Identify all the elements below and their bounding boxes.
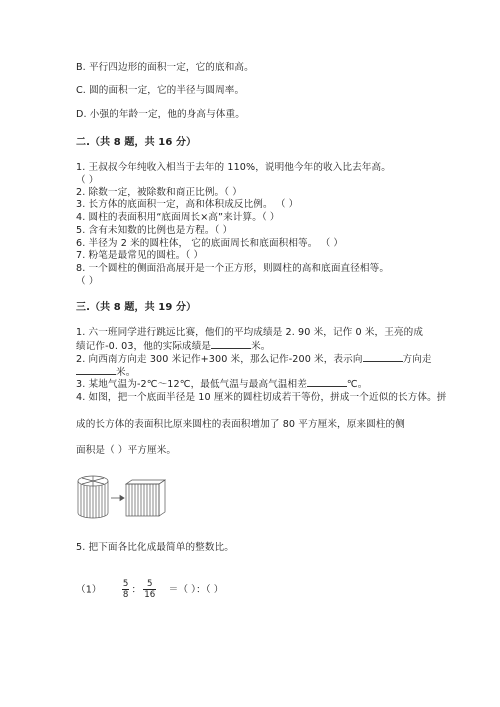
- ratio-colon: ：: [131, 584, 142, 596]
- option-c: C. 圆的面积一定，它的半径与圆周率。: [76, 85, 245, 96]
- arrow-right-icon: [111, 496, 124, 501]
- ratio-label: （1）: [76, 584, 102, 596]
- s3-q3-unit: ℃。: [346, 379, 368, 390]
- answer-blank[interactable]: [76, 365, 116, 375]
- option-d: D. 小强的年龄一定，他的身高与体重。: [76, 109, 245, 120]
- section-2-heading: 二.（共 8 题，共 16 分）: [76, 137, 197, 148]
- s3-question-5: 5. 把下面各比化成最简单的整数比。: [76, 542, 234, 553]
- s3-q1-text: 绩记作-0. 03，他的实际成绩是: [76, 341, 212, 352]
- fraction-denominator: 16: [144, 590, 156, 600]
- cuboid-icon: [126, 480, 165, 516]
- s2-question-1-answer: （ ）: [76, 175, 99, 186]
- s3-q2-text: 2. 向西南方向走 300 米记作+300 米，那么记作-200 米，表示向: [76, 354, 363, 365]
- s2-question-1: 1. 王叔叔今年纯收入相当于去年的 110%，说明他今年的收入比去年高。: [76, 162, 391, 173]
- fraction-numerator: 5: [122, 579, 129, 589]
- section-3-heading: 三.（共 8 题，共 19 分）: [76, 302, 197, 313]
- ratio-problem: [76, 579, 224, 602]
- cylinder-icon: [78, 476, 108, 518]
- s2-question-3: 3. 长方体的底面积一定，高和体积成反比例。 （ ）: [76, 199, 299, 210]
- s2-question-5: 5. 含有未知数的比例也是方程。（ ）: [76, 225, 233, 236]
- s3-question-4-cont2: 面积是（ ）平方厘米。: [76, 445, 177, 456]
- s2-question-8-answer: （ ）: [76, 276, 99, 287]
- fraction-denominator: 8: [122, 590, 129, 600]
- s3-question-4-cont: 成的长方体的表面积比原来圆柱的表面积增加了 80 平方厘米，原来圆柱的侧: [76, 419, 405, 430]
- cylinder-to-cuboid-figure: [76, 474, 168, 520]
- option-b: B. 平行四边形的面积一定，它的底和高。: [76, 62, 254, 73]
- s3-question-4: 4. 如图，把一个底面半径是 10 厘米的圆柱切成若干等份，拼成一个近似的长方体。拼: [76, 392, 447, 403]
- answer-blank[interactable]: [307, 377, 347, 387]
- s3-question-1: 1. 六一班同学进行跳远比赛，他们的平均成绩是 2. 90 米，记作 0 米，王亮的成: [76, 327, 424, 338]
- s3-q2-unit: 米。: [116, 367, 136, 378]
- fraction-5-8: [122, 579, 130, 600]
- s3-q1-unit: 米。: [251, 341, 271, 352]
- s3-q3-text: 3. 某地气温为-2℃～12℃，最低气温与最高气温相差: [76, 379, 307, 390]
- s2-question-7: 7. 粉笔是最常见的圆柱。（ ）: [76, 250, 204, 261]
- fraction-5-16: [143, 579, 156, 600]
- s2-question-2: 2. 除数一定，被除数和商正比例。（ ）: [76, 187, 242, 198]
- fraction-numerator: 5: [143, 579, 156, 590]
- answer-blank[interactable]: [211, 339, 251, 349]
- ratio-answer: ＝（ ）：（ ）: [168, 584, 224, 596]
- answer-blank[interactable]: [363, 352, 403, 362]
- s3-question-3: [76, 377, 368, 392]
- s2-question-6: 6. 半径为 2 米的圆柱体， 它的底面周长和底面积相等。 （ ）: [76, 238, 344, 249]
- s2-question-4: 4. 圆柱的表面积用“底面周长×高”来计算。（ ）: [76, 212, 280, 223]
- s3-q2-text-b: 方向走: [402, 354, 432, 365]
- s2-question-8: 8. 一个圆柱的侧面沿高展开是一个正方形，则圆柱的高和底面直径相等。: [76, 263, 390, 274]
